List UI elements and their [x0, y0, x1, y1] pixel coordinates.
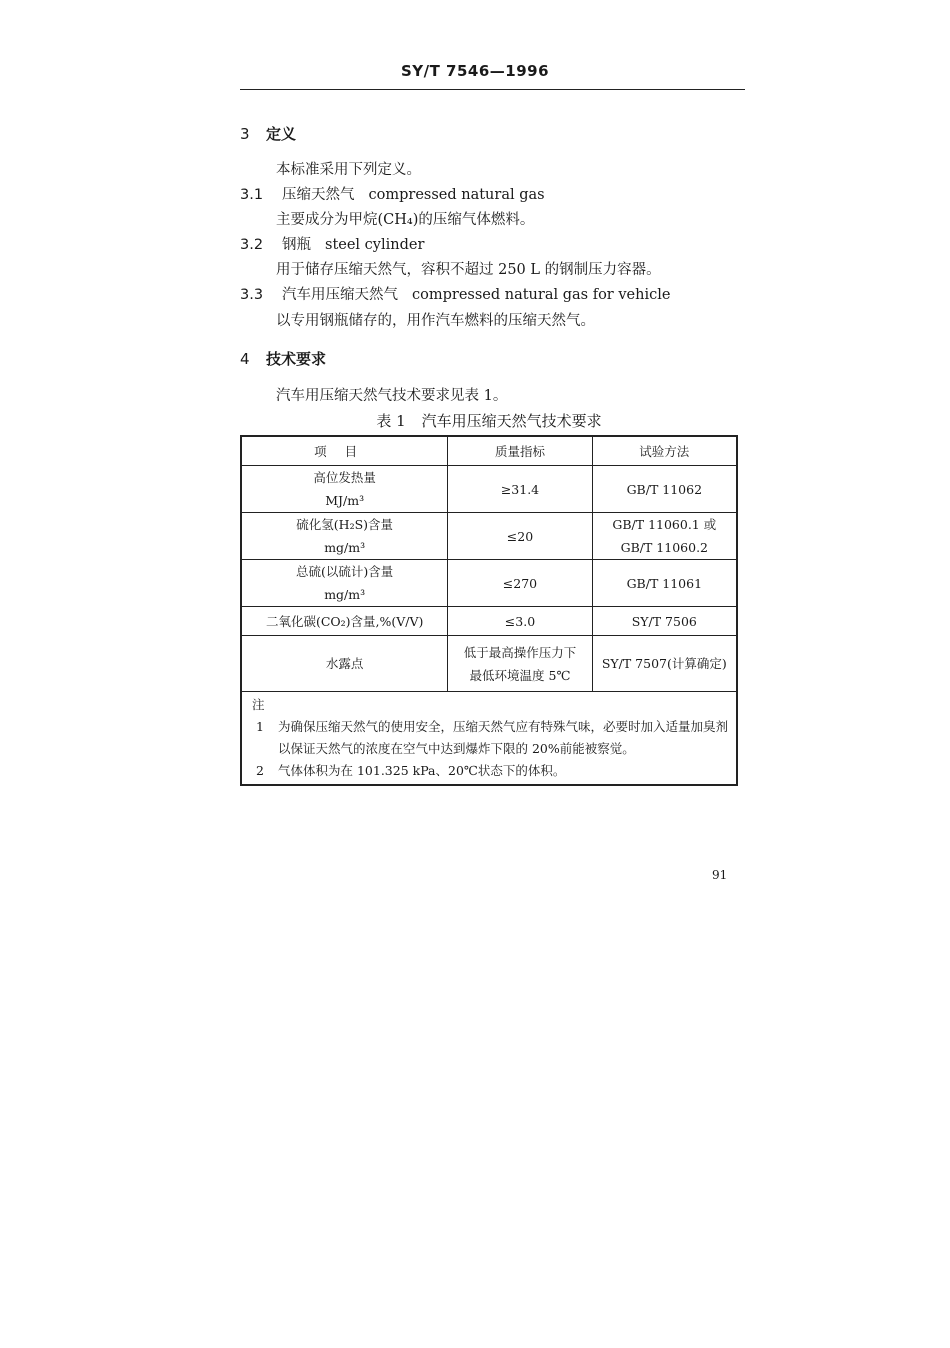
section-3-number: 3	[240, 125, 250, 143]
definition-3-2-term	[240, 235, 424, 255]
section-4-heading	[240, 348, 326, 369]
quality-cell: ≤3.0	[448, 607, 592, 636]
item-cell	[241, 513, 448, 560]
method-cell: SY/T 7506	[592, 607, 737, 636]
header-rule	[240, 89, 745, 90]
quality-cell: ≥31.4	[448, 466, 592, 513]
notes-cell	[241, 692, 737, 786]
table-header-row	[241, 436, 737, 466]
definition-term-en: compressed natural gas for vehicle	[412, 287, 671, 303]
definition-3-2-text: 用于储存压缩天然气，容积不超过 250 L 的钢制压力容器。	[276, 262, 661, 278]
table-row	[241, 560, 737, 607]
item-name: 总硫(以硫计)含量	[296, 564, 394, 579]
page-number: 91	[712, 868, 728, 882]
definition-number: 3.3	[240, 287, 264, 303]
definition-number: 3.1	[240, 187, 264, 203]
table-row	[241, 466, 737, 513]
quality-cell	[448, 636, 592, 692]
standard-code-header: SY/T 7546—1996	[400, 62, 550, 80]
note-number: 2	[256, 763, 264, 778]
quality-line: 低于最高操作压力下	[463, 644, 577, 660]
note-item	[256, 760, 728, 782]
definition-3-3-term	[240, 285, 670, 305]
notes-title: 注	[252, 697, 265, 712]
method-cell: GB/T 11061	[592, 560, 737, 607]
table-caption-title: 汽车用压缩天然气技术要求	[421, 412, 602, 430]
definition-term: 汽车用压缩天然气	[282, 287, 398, 303]
method-line: GB/T 11060.1 或	[612, 517, 717, 532]
column-header-quality: 质量指标	[448, 436, 592, 466]
definition-term: 钢瓶	[282, 237, 311, 253]
definition-3-1-term	[240, 185, 545, 205]
item-name: 高位发热量	[313, 470, 376, 485]
notes-row	[241, 692, 737, 786]
definition-term-en: steel cylinder	[325, 237, 425, 253]
table-row	[241, 607, 737, 636]
item-unit: mg/m³	[324, 587, 366, 602]
quality-line: 最低环境温度 5℃	[469, 667, 571, 683]
table-caption	[240, 410, 738, 431]
item-name: 硫化氢(H₂S)含量	[296, 517, 394, 532]
definition-3-1-text: 主要成分为甲烷(CH₄)的压缩气体燃料。	[276, 212, 535, 228]
section-3-title: 定义	[266, 125, 297, 143]
column-header-method: 试验方法	[592, 436, 737, 466]
section-4-title: 技术要求	[266, 350, 327, 368]
column-header-item: 项目	[241, 436, 448, 466]
method-cell: SY/T 7507(计算确定)	[592, 636, 737, 692]
table-caption-label: 表 1	[376, 412, 406, 430]
item-cell	[241, 560, 448, 607]
note-number: 1	[256, 719, 264, 734]
item-cell: 二氧化碳(CO₂)含量,%(V/V)	[241, 607, 448, 636]
item-unit: MJ/m³	[325, 493, 365, 508]
table-row	[241, 636, 737, 692]
definition-term: 压缩天然气	[282, 187, 355, 203]
method-cell	[592, 513, 737, 560]
definition-number: 3.2	[240, 237, 264, 253]
definition-3-3-text: 以专用钢瓶储存的，用作汽车燃料的压缩天然气。	[276, 313, 595, 329]
table-row	[241, 513, 737, 560]
technical-requirements-table	[240, 435, 738, 786]
section-3-heading	[240, 123, 296, 144]
item-cell	[241, 466, 448, 513]
quality-cell: ≤20	[448, 513, 592, 560]
item-unit: mg/m³	[324, 540, 366, 555]
note-item	[256, 716, 729, 760]
note-text: 为确保压缩天然气的使用安全，压缩天然气应有特殊气味，必要时加入适量加臭剂以保证天然气的浓度在空气中达到爆炸下限的 20%前能被察觉。	[278, 719, 729, 756]
definition-term-en: compressed natural gas	[368, 187, 545, 203]
method-line: GB/T 11060.2	[620, 540, 708, 555]
section-4-intro: 汽车用压缩天然气技术要求见表 1。	[276, 388, 508, 404]
item-cell: 水露点	[241, 636, 448, 692]
note-text: 气体体积为在 101.325 kPa、20℃状态下的体积。	[278, 763, 566, 778]
quality-cell: ≤270	[448, 560, 592, 607]
method-cell: GB/T 11062	[592, 466, 737, 513]
section-3-intro: 本标准采用下列定义。	[276, 162, 421, 178]
section-4-number: 4	[240, 350, 250, 368]
